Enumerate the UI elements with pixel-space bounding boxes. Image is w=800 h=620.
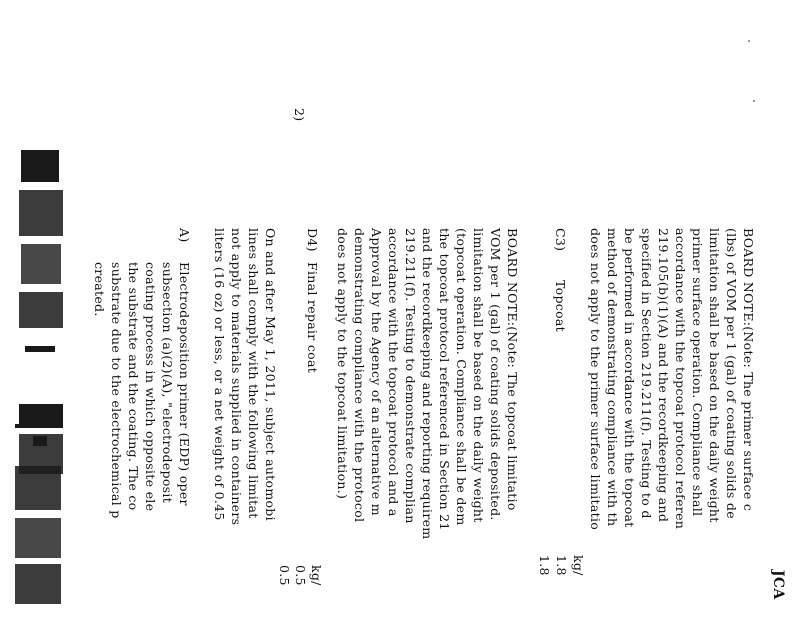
- text-line: does not apply to the topcoat limitation.): [335, 228, 350, 500]
- text-line: method of demonstrating compliance with th: [605, 228, 620, 527]
- scan-speck: [748, 40, 750, 42]
- text-line: be performed in accordance with the topcoat: [622, 228, 637, 528]
- text-line: On and after May 1, 2011, subject automobi: [263, 228, 278, 521]
- text-line: created.: [92, 262, 107, 317]
- item-marker: C3): [553, 228, 568, 252]
- text-line: the substrate and the coating. The co: [126, 262, 141, 511]
- item-label: Final repair coat: [305, 262, 320, 374]
- text-line: not apply to materials supplied in containers: [229, 228, 244, 526]
- unit-header: kg/: [571, 555, 586, 576]
- scan-artifact-block-bottom: [10, 410, 65, 620]
- text-line: substrate due to the electrochemical p: [109, 262, 124, 519]
- text-line: BOARD NOTE:(Note: The primer surface c: [741, 228, 756, 512]
- text-line: accordance with the topcoat protocol and a: [386, 228, 401, 517]
- text-line: 219.105(b)(1)(A) and the recordkeeping and: [656, 228, 671, 523]
- text-line: liters (16 oz) or less, or a net weight of 0.45: [212, 228, 227, 521]
- text-line: limitation shall be based on the daily weight: [471, 228, 486, 523]
- text-line: demonstrating compliance with the protocol: [352, 228, 367, 523]
- value-cell: 1.8: [537, 555, 552, 576]
- value-cell: 0.5: [277, 565, 292, 586]
- text-line: Electrodeposition primer (EDP) oper: [177, 262, 192, 506]
- item-label: Topcoat: [553, 280, 568, 332]
- text-line: specified in Section 219.211(f). Testing to d: [639, 228, 654, 519]
- text-line: subsection (a)(2)(A), "electrodeposit: [160, 262, 175, 504]
- value-cell: 1.8: [554, 555, 569, 576]
- section-marker-2: 2): [292, 108, 307, 122]
- text-line: limitation shall be based on the daily weight: [707, 228, 722, 523]
- text-line: and the recordkeeping and reporting requirem: [420, 228, 435, 540]
- text-line: (topcoat operation. Compliance shall be dem: [454, 228, 469, 526]
- scan-speck: [753, 100, 755, 102]
- header-code: JCA: [770, 570, 786, 600]
- text-line: does not apply to the primer surface limitatio: [588, 228, 603, 531]
- text-line: 219.211(f). Testing to demonstrate complian: [403, 228, 418, 524]
- unit-header: kg/: [309, 565, 324, 586]
- text-line: accordance with the topcoat protocol referen: [673, 228, 688, 530]
- text-line: primer surface operation. Compliance shall: [690, 228, 705, 517]
- text-line: coating process in which opposite ele: [143, 262, 158, 512]
- text-line: lines shall comply with the following limitat: [246, 228, 261, 519]
- item-marker: A): [177, 228, 192, 243]
- text-line: the topcoat protocol referenced in Section 21: [437, 228, 452, 531]
- text-line: Approval by the Agency of an alternative m: [369, 228, 384, 516]
- item-marker: D4): [305, 228, 320, 252]
- text-line: BOARD NOTE:(Note: The topcoat limitatio: [505, 228, 520, 511]
- value-cell: 0.5: [293, 565, 308, 586]
- text-line: VOM per 1 (gal) of coating solids deposited.: [488, 228, 503, 521]
- text-line: (lbs) of VOM per 1 (gal) of coating solids de: [724, 228, 739, 519]
